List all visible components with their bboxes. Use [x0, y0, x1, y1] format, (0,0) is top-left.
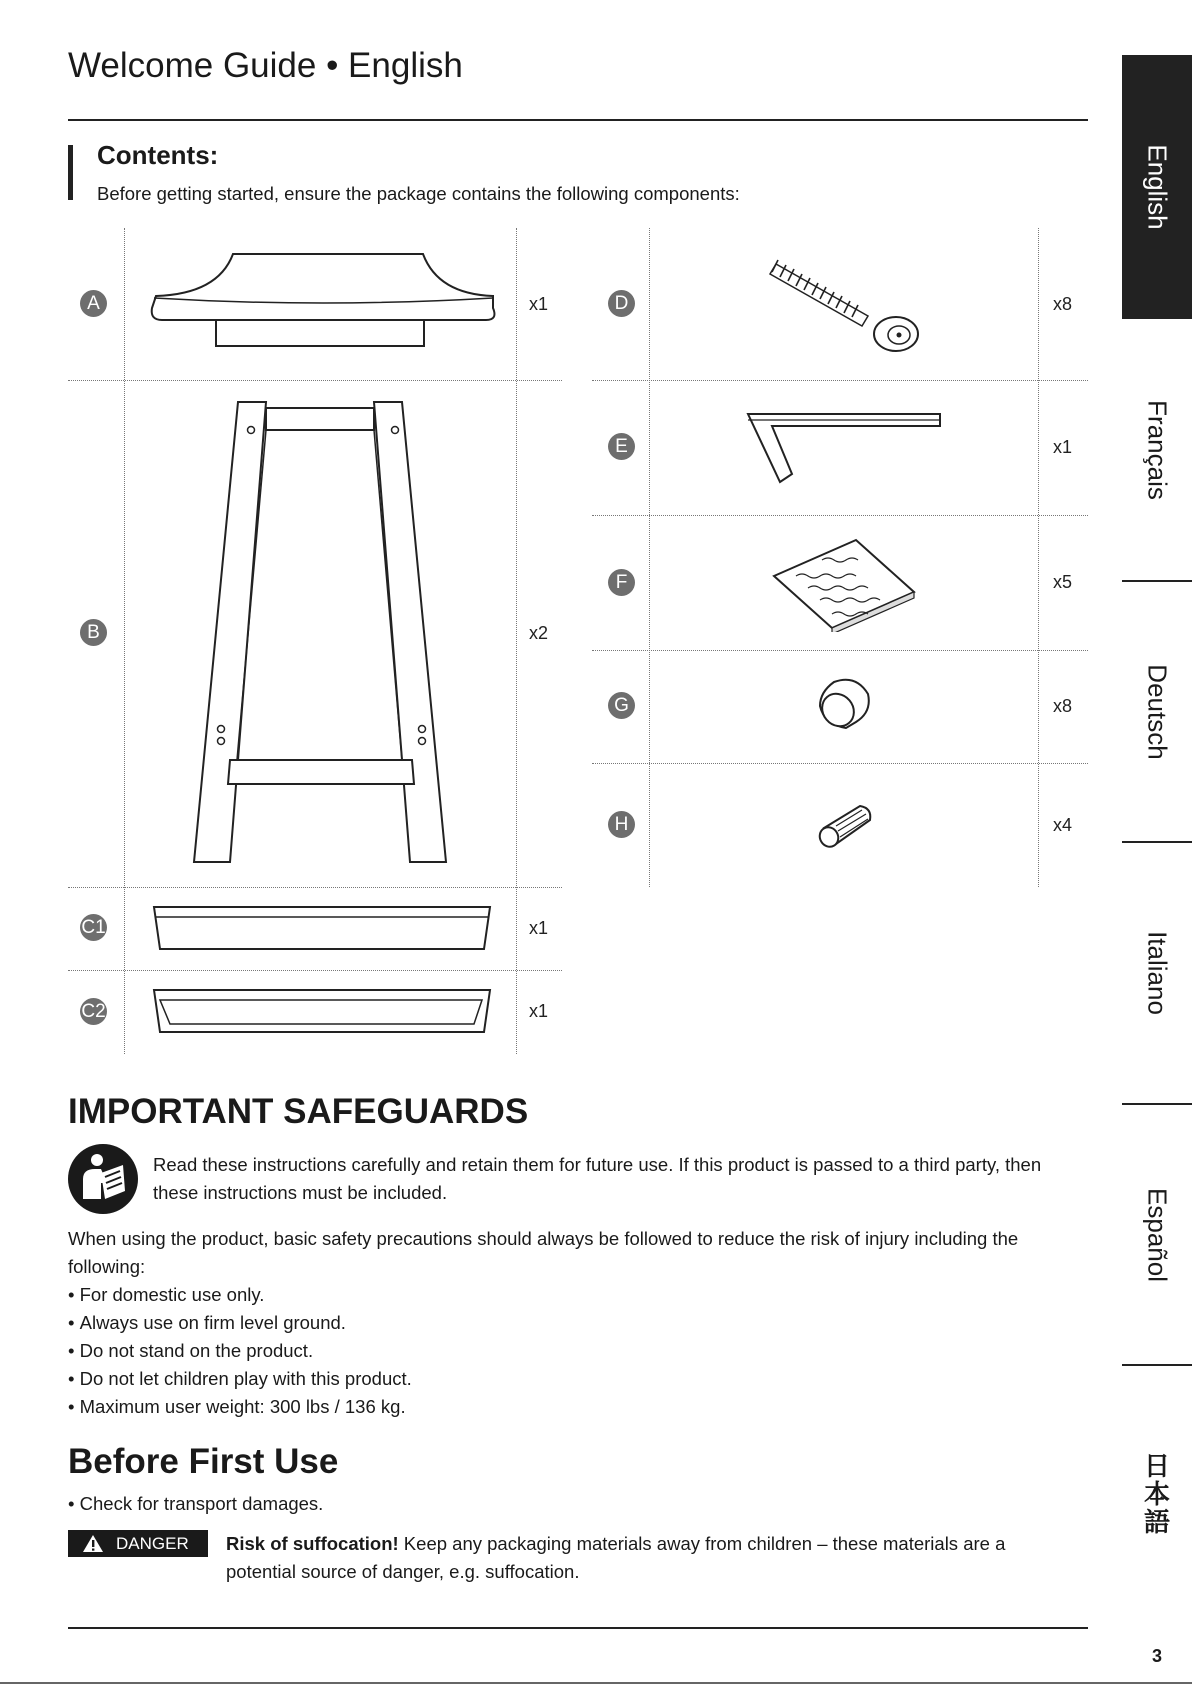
seat-top-illustration	[148, 248, 500, 352]
contents-heading: Contents:	[97, 140, 219, 170]
grid-line	[649, 228, 650, 887]
read-instructions-line-2: these instructions must be included.	[153, 1182, 448, 1203]
language-tab-italiano[interactable]	[1122, 843, 1192, 1103]
part-badge-e: E	[608, 433, 635, 460]
part-qty-b: x2	[529, 623, 549, 643]
title-divider	[68, 119, 1088, 121]
language-tab-espanol[interactable]	[1122, 1105, 1192, 1364]
part-qty-e: x1	[1053, 437, 1073, 457]
crossbar-c2-illustration	[152, 986, 494, 1036]
part-qty-a: x1	[529, 294, 549, 314]
safety-bullet: • Maximum user weight: 300 lbs / 136 kg.	[68, 1393, 412, 1421]
dowel-illustration	[814, 800, 876, 852]
before-use-bullet: • Check for transport damages.	[68, 1490, 323, 1518]
leg-frame-illustration	[190, 398, 452, 868]
safety-bullet: • For domestic use only.	[68, 1281, 412, 1309]
allen-key-illustration	[740, 408, 950, 488]
grid-line	[592, 380, 1088, 381]
danger-text-line-2: potential source of danger, e.g. suffocation.	[226, 1561, 580, 1582]
tab-divider	[1122, 1364, 1192, 1366]
safeguards-heading: IMPORTANT SAFEGUARDS	[68, 1092, 529, 1131]
language-tab-japanese[interactable]	[1122, 1452, 1192, 1536]
language-tab-deutsch[interactable]	[1122, 582, 1192, 841]
language-tab-label: Español	[1142, 1187, 1173, 1282]
contents-intro: Before getting started, ensure the package contains the following components:	[97, 183, 740, 204]
part-badge-a: A	[80, 290, 107, 317]
language-tab-label: Français	[1142, 400, 1173, 500]
part-badge-b: B	[80, 619, 107, 646]
grid-line	[68, 970, 562, 971]
language-tab-label: English	[1142, 144, 1173, 230]
footer-divider	[68, 1627, 1088, 1629]
safety-bullet: • Do not stand on the product.	[68, 1337, 412, 1365]
before-use-bullet-list	[68, 1490, 323, 1518]
part-qty-g: x8	[1053, 696, 1073, 716]
danger-text: Keep any packaging materials away from children – these materials are a	[398, 1533, 1006, 1554]
part-badge-f: F	[608, 569, 635, 596]
language-tab-francais[interactable]	[1122, 320, 1192, 580]
safety-bullet: • Always use on firm level ground.	[68, 1309, 412, 1337]
contents-accent-bar	[68, 145, 73, 200]
part-badge-h: H	[608, 811, 635, 838]
grid-line	[592, 763, 1088, 764]
part-badge-c1: C1	[80, 914, 107, 941]
page-edge-line	[0, 1682, 1192, 1684]
danger-label	[68, 1530, 208, 1557]
safety-bullet: • Do not let children play with this product.	[68, 1365, 412, 1393]
read-instructions-line-1: Read these instructions carefully and retain them for future use. If this product is passed to a third party, then	[153, 1154, 1042, 1175]
danger-text-line-1	[226, 1530, 1005, 1558]
safety-bullet-list	[68, 1281, 412, 1421]
safety-intro-line-1: When using the product, basic safety precautions should always be followed to reduce the risk of injury including the	[68, 1228, 1019, 1249]
warning-icon	[82, 1534, 104, 1553]
part-qty-h: x4	[1053, 815, 1073, 835]
part-qty-d: x8	[1053, 294, 1073, 314]
read-manual-icon	[67, 1143, 139, 1215]
page-title: Welcome Guide • English	[68, 46, 463, 85]
bolt-illustration	[768, 254, 928, 354]
grid-line	[68, 380, 562, 381]
part-badge-g: G	[608, 692, 635, 719]
language-tab-english[interactable]	[1122, 55, 1192, 319]
language-tab-label: Deutsch	[1142, 663, 1173, 760]
safety-intro-line-2: following:	[68, 1256, 146, 1277]
part-qty-c1: x1	[529, 918, 549, 938]
page-number: 3	[1152, 1646, 1163, 1666]
danger-bold-text: Risk of suffocation!	[226, 1533, 399, 1554]
cap-illustration	[816, 676, 872, 732]
grid-line	[124, 228, 125, 1054]
grid-line	[592, 650, 1088, 651]
felt-pad-illustration	[770, 536, 918, 632]
grid-line	[516, 228, 517, 1054]
grid-line	[592, 515, 1088, 516]
part-qty-f: x5	[1053, 572, 1073, 592]
danger-label-text: DANGER	[116, 1534, 189, 1553]
before-first-use-heading: Before First Use	[68, 1442, 339, 1481]
crossbar-c1-illustration	[152, 903, 494, 953]
language-tab-label: 日本語	[1143, 1451, 1170, 1537]
part-badge-d: D	[608, 290, 635, 317]
part-badge-c2: C2	[80, 998, 107, 1025]
language-tab-label: Italiano	[1142, 931, 1173, 1015]
part-qty-c2: x1	[529, 1001, 549, 1021]
grid-line	[1038, 228, 1039, 887]
grid-line	[68, 887, 562, 888]
